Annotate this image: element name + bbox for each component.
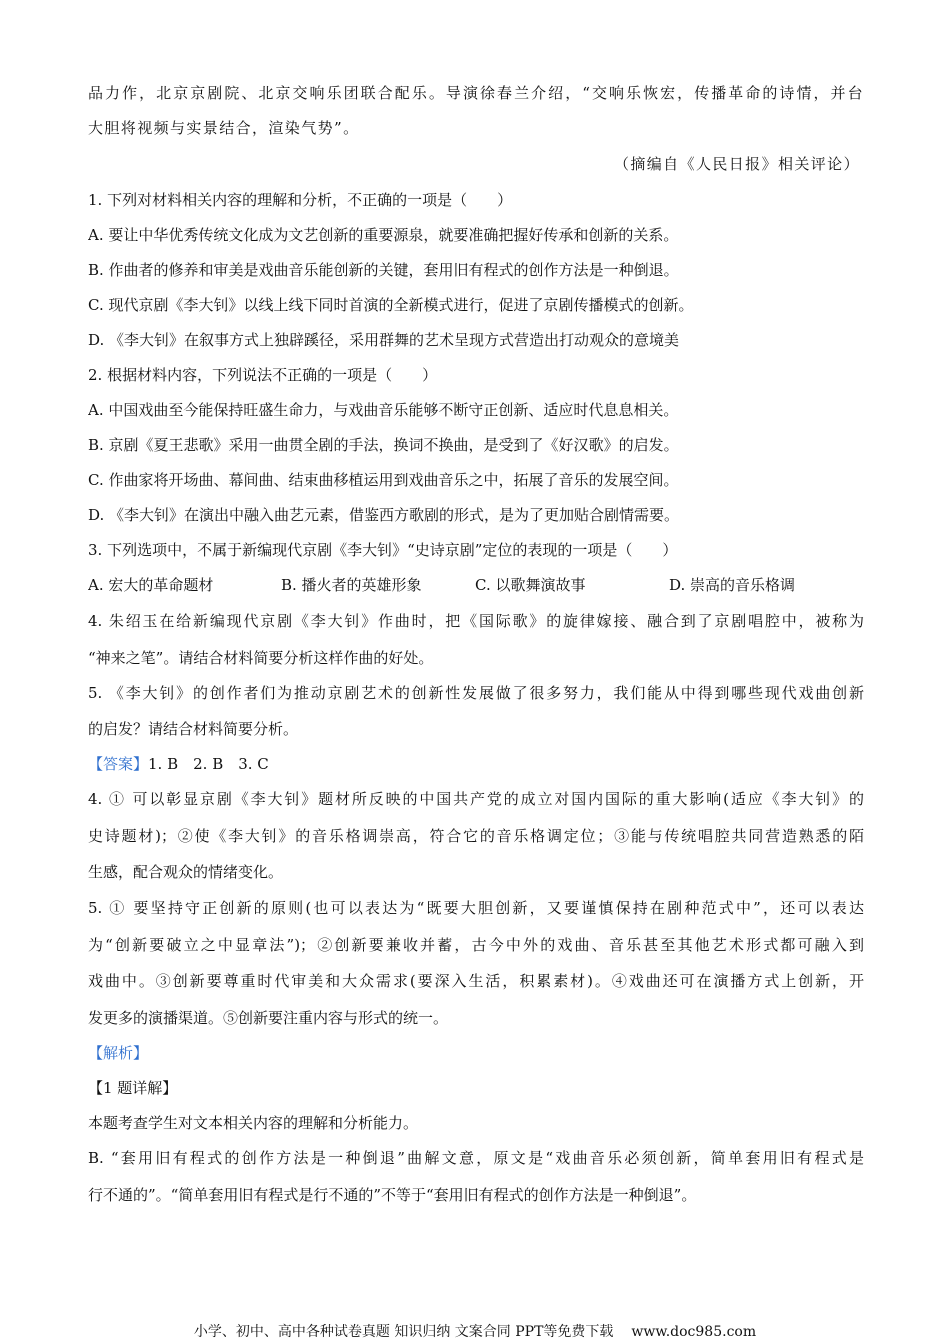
question-1-option-d: D. 《李大钊》在叙事方式上独辟蹊径，采用群舞的艺术呈现方式营造出打动观众的意境美 <box>88 331 680 349</box>
question-3-option-b: B. 播火者的英雄形象 <box>281 576 422 594</box>
question-5-line-1: 5. 《李大钊》的创作者们为推动京剧艺术的创新性发展做了很多努力，我们能从中得到哪些现代戏曲创新 <box>88 684 864 702</box>
analysis-b-line-2: 行不通的”。“简单套用旧有程式是行不通的”不等于“套用旧有程式的创作方法是一种倒退”。 <box>88 1186 697 1204</box>
answer-5-line-1: 5. ① 要坚持守正创新的原则(也可以表达为“既要大胆创新，又要谨慎保持在剧种范式中”，还可以表达 <box>88 899 864 917</box>
answer-4-line-3: 生感，配合观众的情绪变化。 <box>88 863 284 881</box>
question-1-option-a: A. 要让中华优秀传统文化成为文艺创新的重要源泉，就要准确把握好传承和创新的关系。 <box>88 226 679 244</box>
question-2-option-d: D. 《李大钊》在演出中融入曲艺元素，借鉴西方歌剧的形式，是为了更加贴合剧情需要。 <box>88 506 680 524</box>
passage-source: （摘编自《人民日报》相关评论） <box>613 155 860 173</box>
question-1-stem: 1. 下列对材料相关内容的理解和分析，不正确的一项是（ ） <box>88 191 513 209</box>
answer-5-line-2: 为“创新要破立之中显章法”)；②创新要兼收并蓄，古今中外的戏曲、音乐甚至其他艺术形式都可融入到 <box>88 936 864 954</box>
answer-4-line-1: 4. ① 可以彰显京剧《李大钊》题材所反映的中国共产党的成立对国内国际的重大影响(适应《李大钊》的 <box>88 790 864 808</box>
answer-5-line-4: 发更多的演播渠道。⑤创新要注重内容与形式的统一。 <box>88 1009 449 1027</box>
passage-line-2: 大胆将视频与实景结合，渲染气势”。 <box>88 119 360 137</box>
question-2-stem: 2. 根据材料内容，下列说法不正确的一项是（ ） <box>88 366 438 384</box>
answer-choices: 1. B 2. B 3. C <box>148 755 269 773</box>
question-5-line-2: 的启发？请结合材料简要分析。 <box>88 720 299 738</box>
analysis-intro: 本题考查学生对文本相关内容的理解和分析能力。 <box>88 1114 419 1132</box>
answer-label: 【答案】 <box>88 755 149 773</box>
question-4-line-1: 4. 朱绍玉在给新编现代京剧《李大钊》作曲时，把《国际歌》的旋律嫁接、融合到了京剧唱腔中，被称为 <box>88 612 864 630</box>
question-4-line-2: “神来之笔”。请结合材料简要分析这样作曲的好处。 <box>88 649 434 667</box>
question-3-option-d: D. 崇高的音乐格调 <box>669 576 796 594</box>
passage-line-1: 品力作，北京京剧院、北京交响乐团联合配乐。导演徐春兰介绍，“交响乐恢宏，传播革命的诗情，并台 <box>88 84 864 102</box>
footer-text: 小学、初中、高中各种试卷真题 知识归纳 文案合同 PPT等免费下载 <box>193 1324 614 1340</box>
answer-heading <box>88 754 864 774</box>
question-2-option-a: A. 中国戏曲至今能保持旺盛生命力，与戏曲音乐能够不断守正创新、适应时代息息相关。 <box>88 401 679 419</box>
analysis-subheading-1: 【1 题详解】 <box>88 1079 178 1097</box>
footer-url[interactable]: www.doc985.com <box>631 1324 757 1340</box>
answer-5-line-3: 戏曲中。③创新要尊重时代审美和大众需求(要深入生活，积累素材)。④戏曲还可在演播方式上创新，开 <box>88 972 864 990</box>
question-3-option-c: C. 以歌舞演故事 <box>475 576 586 594</box>
question-3-options <box>88 575 864 595</box>
analysis-b-line-1: B. “套用旧有程式的创作方法是一种倒退”曲解文意，原文是“戏曲音乐必须创新，简单套用旧有程式是 <box>88 1149 864 1167</box>
answer-4-line-2: 史诗题材)；②使《李大钊》的音乐格调崇高，符合它的音乐格调定位；③能与传统唱腔共同营造熟悉的陌 <box>88 827 864 845</box>
question-3-stem: 3. 下列选项中，不属于新编现代京剧《李大钊》“史诗京剧”定位的表现的一项是（ ） <box>88 541 678 559</box>
question-2-option-c: C. 作曲家将开场曲、幕间曲、结束曲移植运用到戏曲音乐之中，拓展了音乐的发展空间。 <box>88 471 679 489</box>
question-3-option-a: A. 宏大的革命题材 <box>88 576 214 594</box>
question-2-option-b: B. 京剧《夏王悲歌》采用一曲贯全剧的手法，换词不换曲，是受到了《好汉歌》的启发。 <box>88 436 679 454</box>
analysis-label: 【解析】 <box>88 1044 149 1062</box>
question-1-option-b: B. 作曲者的修养和审美是戏曲音乐能创新的关键，套用旧有程式的创作方法是一种倒退。 <box>88 261 679 279</box>
question-1-option-c: C. 现代京剧《李大钊》以线上线下同时首演的全新模式进行，促进了京剧传播模式的创新。 <box>88 296 694 314</box>
page-footer <box>0 1323 950 1341</box>
